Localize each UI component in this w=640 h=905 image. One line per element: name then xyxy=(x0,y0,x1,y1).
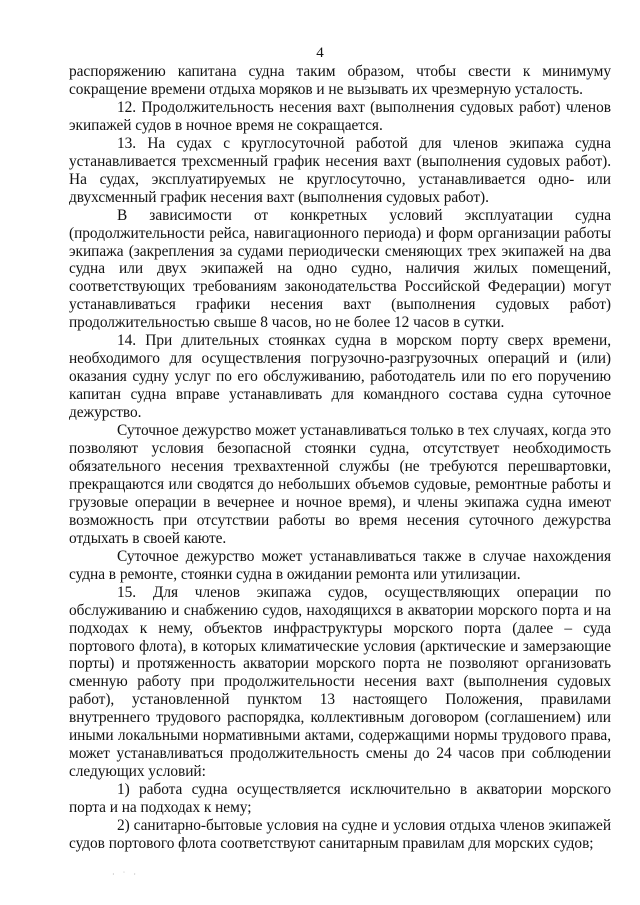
paragraph-continuation: распоряжению капитана судна таким образом, чтобы свести к минимуму сокращение времени отдыха моряков и не вызывать их чрезмерную усталость. xyxy=(69,63,611,98)
scan-artifact: · ˙ · xyxy=(112,870,139,879)
paragraph-item-13: 13. На судах с круглосуточной работой для членов экипажа судна устанавливается трехсменный график несения вахт (выполнения судовых работ). На судах, эксплуатируемых не круглосуточно, устанавливается одно- или двухсменный график несения вахт (выполнения судовых работ). xyxy=(69,134,611,206)
document-body xyxy=(69,63,611,853)
paragraph-item-12: 12. Продолжительность несения вахт (выполнения судовых работ) членов экипажей судов в ночное время не сокращается. xyxy=(69,98,611,134)
paragraph-item-15: 15. Для членов экипажа судов, осуществляющих операции по обслуживанию и снабжению судов, находящихся в акватории морского порта и на подходах к нему, объектов инфраструктуры морского порта (далее – суда портового флота), в которых климатические условия (арктические и замерзающие порты) и протяженность акватории морского порта не позволяют организовать сменную работу при продолжительности несения вахт (выполнения судовых работ), установленной пунктом 13 настоящего Положения, правилами внутреннего трудового распорядка, коллективным договором (соглашением) или иными локальными нормативными актами, содержащими нормы трудового права, может устанавливаться продолжительность смены до 24 часов при соблюдении следующих условий: xyxy=(69,583,611,781)
paragraph-item-14-cont-2: Суточное дежурство может устанавливаться также в случае нахождения судна в ремонте, стоянки судна в ожидании ремонта или утилизации. xyxy=(69,547,611,583)
paragraph-item-14-cont-1: Суточное дежурство может устанавливаться только в тех случаях, когда это позволяют условия безопасной стоянки судна, отсутствует необходимость обязательного несения трехвахтенной службы (не требуются перешвартовки, прекращаются или сводятся до небольших объемов судовые, ремонтные работы и грузовые операции в вечернее и ночное время), и члены экипажа судна имеют возможность при отсутствии работы во время несения суточного дежурства отдыхать в своей каюте. xyxy=(69,422,611,547)
paragraph-item-13-cont: В зависимости от конкретных условий эксплуатации судна (продолжительности рейса, навигационного периода) и форм организации работы экипажа (закрепления за судами периодически сменяющих трех экипажей на два судна или двух экипажей на одно судно, наличия жилых помещений, соответствующих требованиям законодательства Российской Федерации) могут устанавливаться графики несения вахт (выполнения судовых работ) продолжительностью свыше 8 часов, но не более 12 часов в сутки. xyxy=(69,206,611,332)
list-item-condition-2: 2) санитарно-бытовые условия на судне и условия отдыха членов экипажей судов портового флота соответствуют санитарным правилам для морских судов; xyxy=(69,817,611,852)
list-item-condition-1: 1) работа судна осуществляется исключительно в акватории морского порта и на подходах к нему; xyxy=(69,781,611,817)
paragraph-item-14: 14. При длительных стоянках судна в морском порту сверх времени, необходимого для осуществления погрузочно-разгрузочных операций и (или) оказания судну услуг по его обслуживанию, работодатель или по его поручению капитан судна вправе устанавливать для командного состава судна суточное дежурство. xyxy=(69,332,611,422)
page-number: 4 xyxy=(316,45,324,61)
